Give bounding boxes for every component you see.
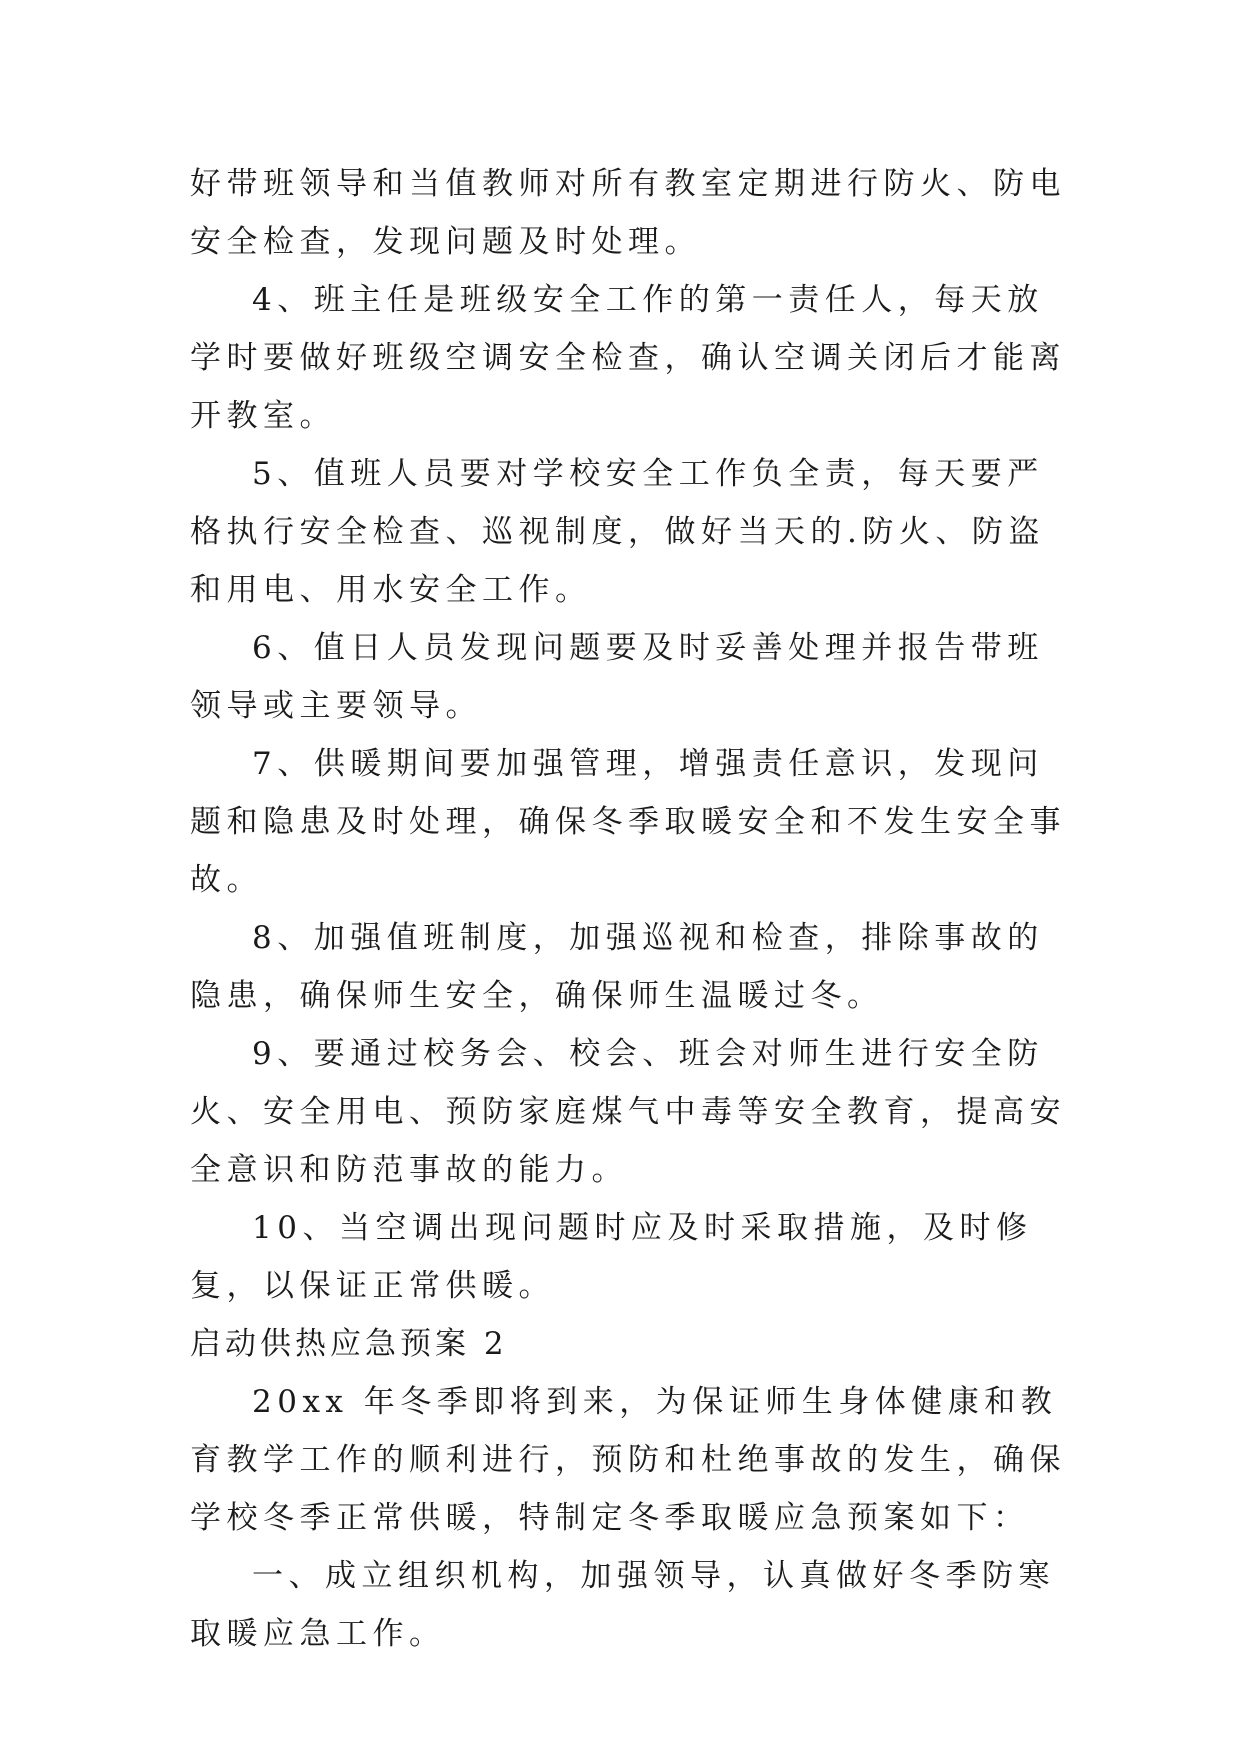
paragraph-section-1: 一、成立组织机构，加强领导，认真做好冬季防寒取暖应急工作。 xyxy=(190,1558,1055,1652)
paragraph-item-10: 10、当空调出现问题时应及时采取措施，及时修复，以保证正常供暖。 xyxy=(190,1210,1033,1304)
paragraph-item-4: 4、班主任是班级安全工作的第一责任人，每天放学时要做好班级空调安全检查，确认空调关闭后才能离开教室。 xyxy=(190,282,1066,434)
section-heading: 启动供热应急预案 2 xyxy=(190,1326,508,1362)
paragraph-item-6: 6、值日人员发现问题要及时妥善处理并报告带班领导或主要领导。 xyxy=(190,630,1044,724)
document-body xyxy=(190,155,1070,1663)
paragraph-item-7: 7、供暖期间要加强管理，增强责任意识，发现问题和隐患及时处理，确保冬季取暖安全和不发生安全事故。 xyxy=(190,746,1066,898)
paragraph-item-8: 8、加强值班制度，加强巡视和检查，排除事故的隐患，确保师生安全，确保师生温暖过冬。 xyxy=(190,920,1044,1014)
paragraph-item-9: 9、要通过校务会、校会、班会对师生进行安全防火、安全用电、预防家庭煤气中毒等安全教育，提高安全意识和防范事故的能力。 xyxy=(190,1036,1066,1188)
paragraph-intro: 20xx 年冬季即将到来，为保证师生身体健康和教育教学工作的顺利进行，预防和杜绝事故的发生，确保学校冬季正常供暖，特制定冬季取暖应急预案如下： xyxy=(190,1384,1066,1536)
paragraph-item-5: 5、值班人员要对学校安全工作负全责，每天要严格执行安全检查、巡视制度，做好当天的.防火、防盗和用电、用水安全工作。 xyxy=(190,456,1045,608)
paragraph-continuation: 好带班领导和当值教师对所有教室定期进行防火、防电安全检查，发现问题及时处理。 xyxy=(190,166,1066,260)
